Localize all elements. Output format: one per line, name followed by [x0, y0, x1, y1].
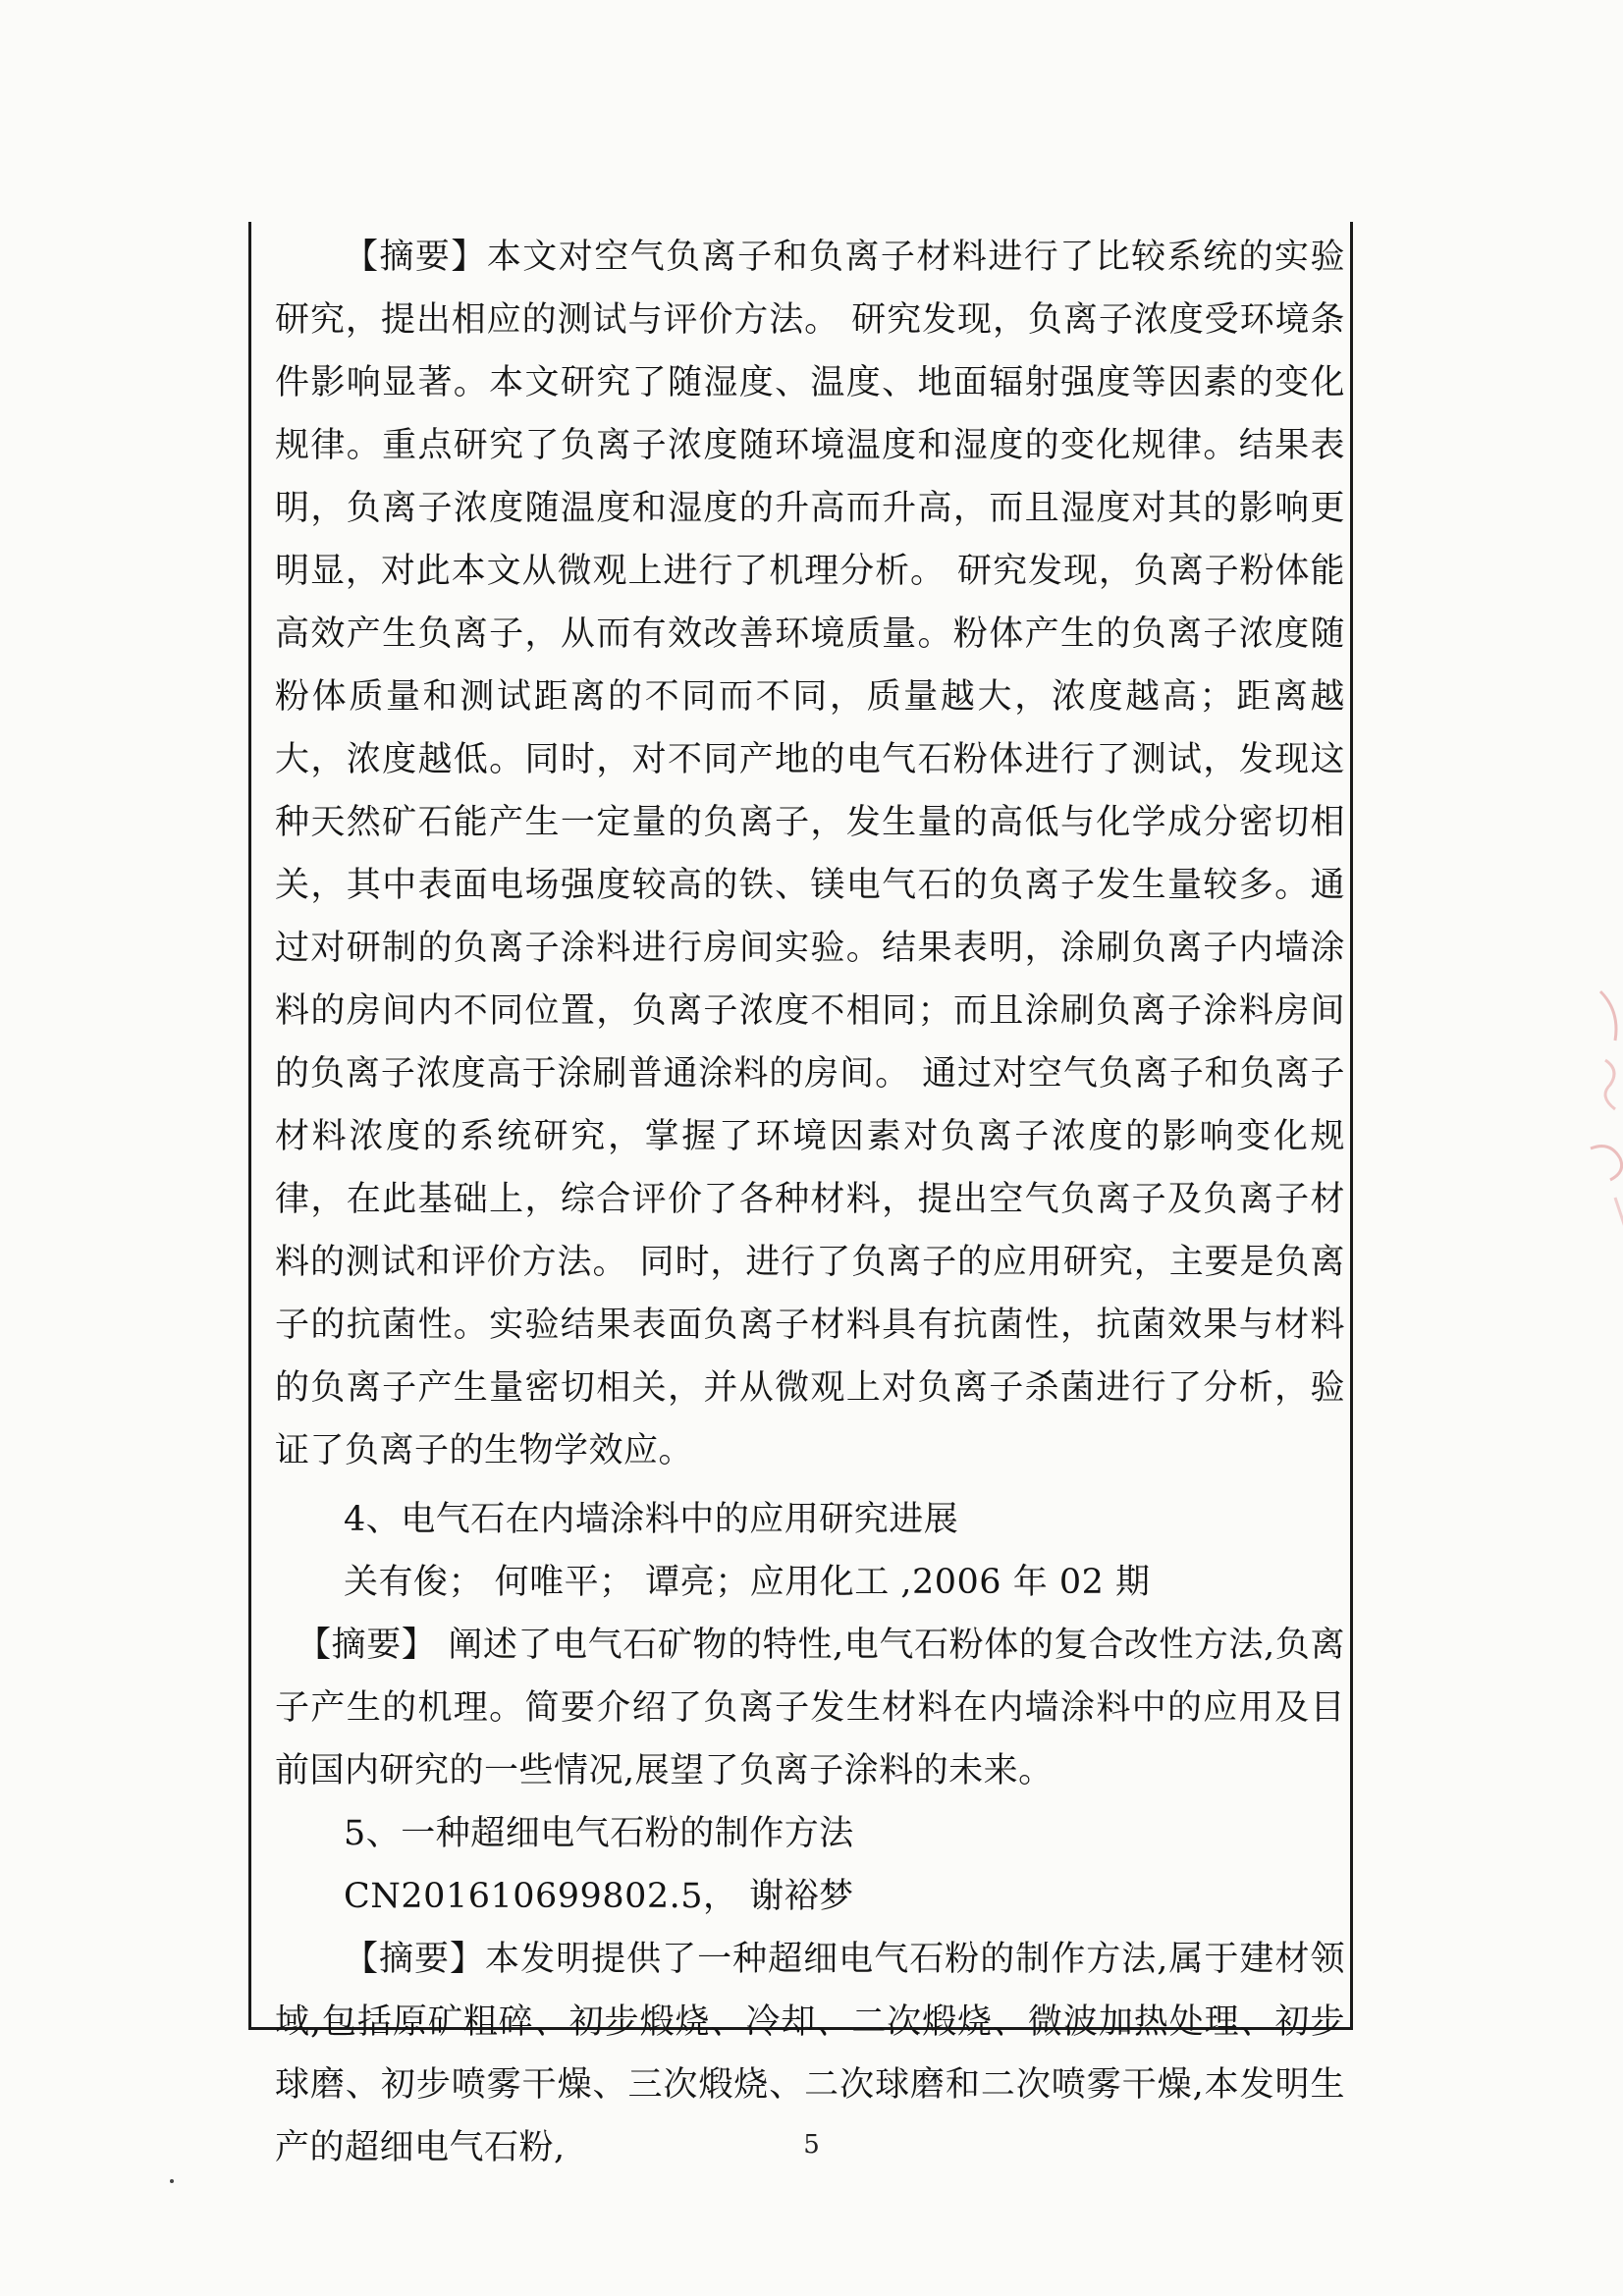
reference-authors-4: 关有俊； 何唯平； 谭亮；应用化工 ,2006 年 02 期	[344, 1563, 1151, 1602]
abstract-paragraph-1: 【摘要】本文对空气负离子和负离子材料进行了比较系统的实验研究，提出相应的测试与评价方法。 研究发现，负离子浓度受环境条件影响显著。本文研究了随湿度、温度、地面辐射强度等因素的变化规律。重点研究了负离子浓度随环境温度和湿度的变化规律。结果表明，负离子浓度随温度和湿度的升高而升高，而且湿度对其的影响更明显，对此本文从微观上进行了机理分析。 研究发现，负离子粉体能高效产生负离子，从而有效改善环境质量。粉体产生的负离子浓度随粉体质量和测试距离的不同而不同，质量越大，浓度越高；距离越大，浓度越低。同时，对不同产地的电气石粉体进行了测试，发现这种天然矿石能产生一定量的负离子，发生量的高低与化学成分密切相关，其中表面电场强度较高的铁、镁电气石的负离子发生量较多。通过对研制的负离子涂料进行房间实验。结果表明，涂刷负离子内墙涂料的房间内不同位置，负离子浓度不相同；而且涂刷负离子涂料房间的负离子浓度高于涂刷普通涂料的房间。 通过对空气负离子和负离子材料浓度的系统研究，掌握了环境因素对负离子浓度的影响变化规律，在此基础上，综合评价了各种材料，提出空气负离子及负离子材料的测试和评价方法。 同时，进行了负离子的应用研究，主要是负离子的抗菌性。实验结果表面负离子材料具有抗菌性，抗菌效果与材料的负离子产生量密切相关，并从微观上对负离子杀菌进行了分析，验证了负离子的生物学效应。	[275, 238, 1345, 1470]
scan-speck	[170, 2179, 174, 2183]
reference-patent-5: CN201610699802.5， 谢裕梦	[344, 1877, 854, 1916]
seal-stamp-fragment	[1581, 972, 1623, 1266]
abstract-paragraph-5: 【摘要】本发明提供了一种超细电气石粉的制作方法,属于建材领域,包括原矿粗碎、初步煅烧、冷却、二次煅烧、微波加热处理、初步球磨、初步喷雾干燥、三次煅烧、二次球磨和二次喷雾干燥,本发明生产的超细电气石粉,	[275, 1940, 1345, 2167]
reference-title-4: 4、电气石在内墙涂料中的应用研究进展	[344, 1500, 959, 1539]
page-number: 5	[803, 2130, 820, 2160]
abstract-paragraph-4: 【摘要】 阐述了电气石矿物的特性,电气石粉体的复合改性方法,负离子产生的机理。简要介绍了负离子发生材料在内墙涂料中的应用及目前国内研究的一些情况,展望了负离子涂料的未来。	[275, 1626, 1345, 1790]
document-body	[275, 226, 1345, 2179]
reference-title-5: 5、一种超细电气石粉的制作方法	[344, 1814, 854, 1853]
